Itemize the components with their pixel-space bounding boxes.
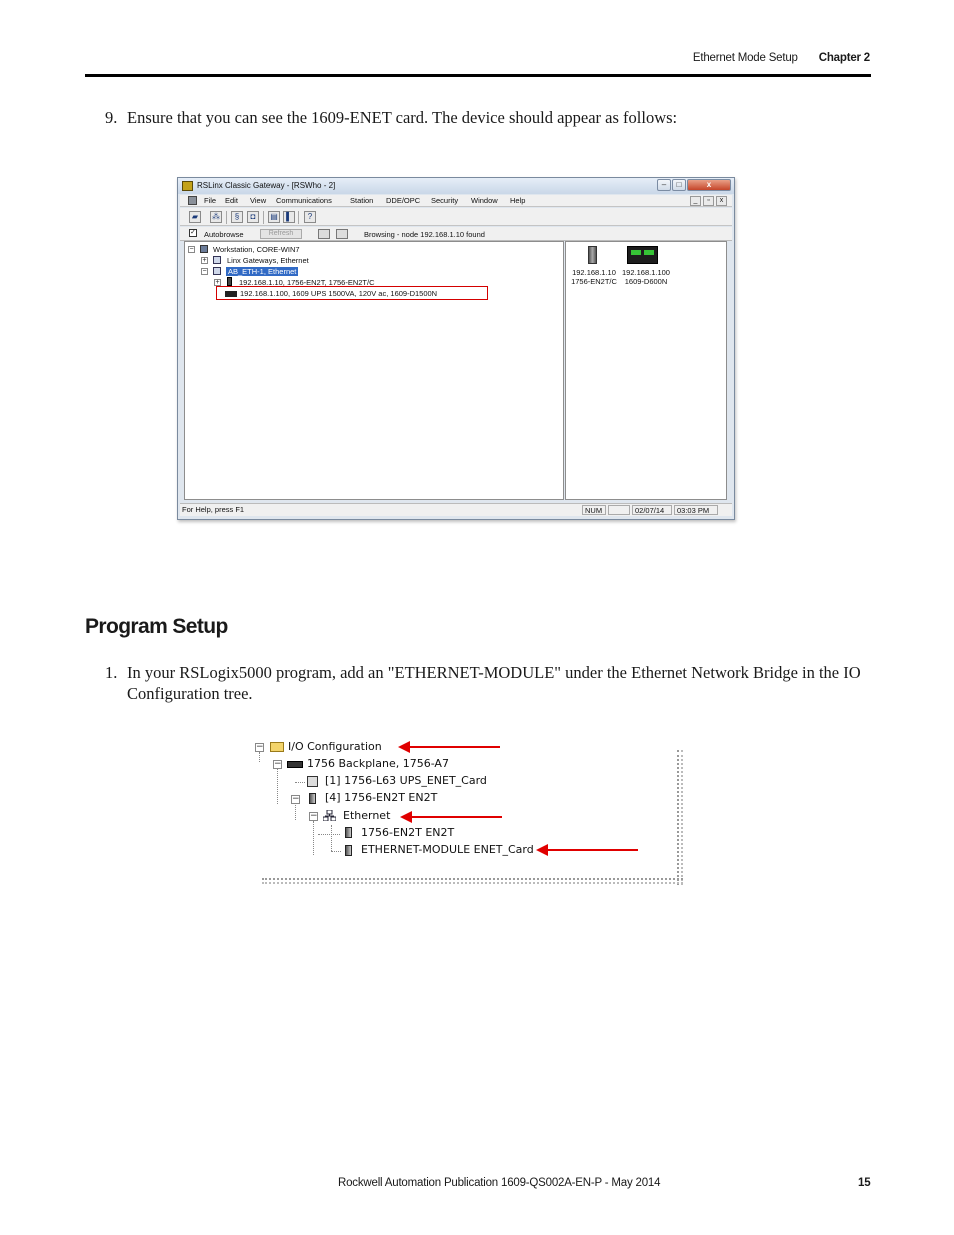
tree-workstation[interactable]: Workstation, CORE-WIN7 xyxy=(213,245,300,254)
diagnostics-icon[interactable]: ▌ xyxy=(283,211,295,223)
tree-ethernet[interactable]: Ethernet xyxy=(343,809,391,822)
expand-icon[interactable]: + xyxy=(215,279,220,286)
red-arrow xyxy=(408,746,500,748)
header-chapter: Chapter 2 xyxy=(818,52,870,64)
rslinx-menubar xyxy=(180,195,732,207)
station-icon[interactable]: ▤ xyxy=(268,211,280,223)
en2t-device-icon[interactable] xyxy=(588,246,597,264)
minimize-icon[interactable]: – xyxy=(657,179,671,191)
refresh-button[interactable]: Refresh xyxy=(260,229,302,239)
network-icon xyxy=(213,256,221,264)
mdi-close-icon[interactable]: x xyxy=(716,196,727,206)
maximize-icon[interactable]: □ xyxy=(672,179,686,191)
rslinx-title: RSLinx Classic Gateway - [RSWho - 2] xyxy=(197,181,336,190)
collapse-icon[interactable]: − xyxy=(202,268,207,275)
red-arrow xyxy=(410,816,502,818)
rslinx-titlebar xyxy=(178,178,734,194)
collapse-icon[interactable]: − xyxy=(256,742,264,752)
footer-publication: Rockwell Automation Publication 1609-QS002A-EN-P - May 2014 xyxy=(338,1177,661,1189)
rslinx-statusbar xyxy=(180,503,732,516)
device-ups-model: 1609-D600N xyxy=(624,277,668,286)
device-ups-ip: 192.168.1.100 xyxy=(622,268,670,277)
network-icon xyxy=(323,810,336,821)
menu-security[interactable]: Security xyxy=(431,196,459,205)
step-1-number: 1. xyxy=(105,663,118,682)
module-icon xyxy=(345,827,352,838)
status-date: 02/07/14 xyxy=(632,505,672,515)
running-header xyxy=(693,52,870,64)
device-en2t[interactable] xyxy=(568,268,620,286)
mdi-restore-icon[interactable]: ▫ xyxy=(703,196,714,206)
menu-communications[interactable]: Communications xyxy=(276,196,332,205)
network-tree-pane xyxy=(184,241,564,500)
controller-icon xyxy=(307,776,318,787)
browse-status: Browsing - node 192.168.1.10 found xyxy=(364,230,485,239)
tree-eth-driver[interactable]: AB_ETH-1, Ethernet xyxy=(228,267,297,276)
tree-slot-1[interactable]: [1] 1756-L63 UPS_ENET_Card xyxy=(325,774,487,787)
mdi-icon xyxy=(188,196,197,205)
mdi-minimize-icon[interactable]: _ xyxy=(690,196,701,206)
device-en2t-ip: 192.168.1.10 xyxy=(572,268,616,277)
tree-backplane[interactable]: 1756 Backplane, 1756-A7 xyxy=(307,757,449,770)
step-9-number: 9. xyxy=(105,108,118,127)
menu-dde-opc[interactable]: DDE/OPC xyxy=(386,196,421,205)
io-configuration-tree xyxy=(255,735,685,885)
menu-view[interactable]: View xyxy=(250,196,267,205)
menu-edit[interactable]: Edit xyxy=(225,196,238,205)
red-arrow xyxy=(546,849,638,851)
section-heading: Program Setup xyxy=(85,615,228,638)
tree-io-configuration[interactable]: I/O Configuration xyxy=(288,740,382,753)
menu-file[interactable]: File xyxy=(204,196,217,205)
module-icon xyxy=(227,277,232,286)
rslinx-window xyxy=(177,177,735,520)
header-rule xyxy=(85,74,871,77)
whats-this-icon[interactable]: ? xyxy=(304,211,316,223)
module-icon xyxy=(345,845,352,856)
configure-drivers-icon[interactable]: § xyxy=(231,211,243,223)
device-view-pane xyxy=(565,241,727,500)
ups-device-icon[interactable] xyxy=(627,246,658,264)
status-blank xyxy=(608,505,630,515)
rslinx-browse-bar xyxy=(180,227,732,241)
torn-edge-bottom xyxy=(262,878,683,884)
status-num: NUM xyxy=(582,505,606,515)
network-icon[interactable]: ⁂ xyxy=(212,212,220,221)
menu-help[interactable]: Help xyxy=(510,196,526,205)
tree-linx-gateways[interactable]: Linx Gateways, Ethernet xyxy=(227,256,309,265)
collapse-icon[interactable]: − xyxy=(310,811,318,821)
header-section: Ethernet Mode Setup xyxy=(692,52,798,64)
menu-window[interactable]: Window xyxy=(471,196,498,205)
tree-node-en2t[interactable]: 192.168.1.10, 1756-EN2T, 1756-EN2T/C xyxy=(239,278,375,287)
toolbar-separator xyxy=(263,211,264,224)
close-icon[interactable]: x xyxy=(687,179,731,191)
collapse-icon[interactable]: − xyxy=(189,246,194,253)
large-icons-icon[interactable] xyxy=(318,229,330,239)
status-help: For Help, press F1 xyxy=(182,505,245,514)
tree-slot-4[interactable]: [4] 1756-EN2T EN2T xyxy=(325,791,438,804)
page-number: 15 xyxy=(858,1177,871,1189)
workstation-icon xyxy=(200,245,208,253)
status-time: 03:03 PM xyxy=(674,505,718,515)
tree-en2t[interactable]: 1756-EN2T EN2T xyxy=(361,826,455,839)
autobrowse-label: Autobrowse xyxy=(204,230,244,239)
rswho-icon[interactable]: ◘ xyxy=(247,211,259,223)
rslinx-app-icon xyxy=(182,181,193,191)
menu-station[interactable]: Station xyxy=(350,196,374,205)
folder-icon xyxy=(270,742,284,752)
step-9-text: Ensure that you can see the 1609-ENET card. The device should appear as follows: xyxy=(127,108,678,127)
step-1-text: In your RSLogix5000 program, add an "ETHERNET-MODULE" under the Ethernet Network Bridge in the IO Configuration tree. xyxy=(127,663,861,703)
backplane-icon xyxy=(287,761,303,768)
network-icon xyxy=(213,267,221,275)
device-ups[interactable] xyxy=(618,268,674,286)
rslinx-toolbar xyxy=(180,208,732,226)
torn-edge-right xyxy=(677,750,683,885)
ups-icon xyxy=(225,291,237,297)
toolbar-separator xyxy=(298,211,299,224)
module-icon xyxy=(309,793,316,804)
device-en2t-model: 1756-EN2T/C xyxy=(571,277,617,286)
collapse-icon[interactable]: − xyxy=(274,759,282,769)
tree-node-ups[interactable]: 192.168.1.100, 1609 UPS 1500VA, 120V ac, 1609-D1500N xyxy=(240,289,438,298)
autobrowse-checkbox[interactable]: ✓ xyxy=(190,229,196,236)
list-view-icon[interactable] xyxy=(336,229,348,239)
open-icon[interactable]: ▰ xyxy=(189,211,201,223)
toolbar-separator xyxy=(226,211,227,224)
tree-ethernet-module[interactable]: ETHERNET-MODULE ENET_Card xyxy=(361,843,534,856)
expand-icon[interactable]: + xyxy=(202,257,207,264)
collapse-icon[interactable]: − xyxy=(292,794,300,804)
